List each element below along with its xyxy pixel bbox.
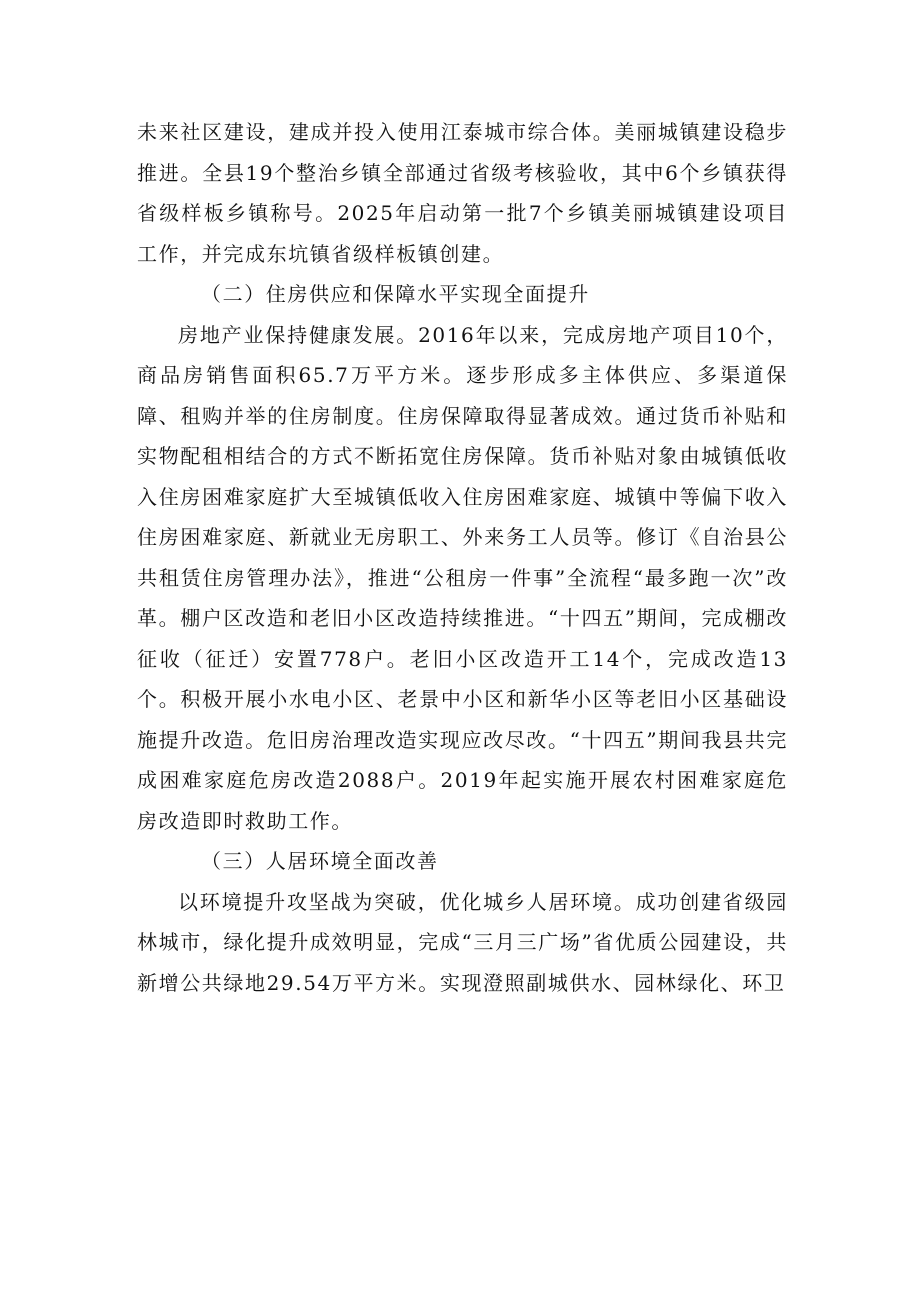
document-body [137, 112, 788, 1003]
section-heading-2: （二）住房供应和保障水平实现全面提升 [201, 282, 590, 306]
paragraph-3: 以环境提升攻坚战为突破，优化城乡人居环境。成功创建省级园林城市，绿化提升成效明显，完成“三月三广场”省优质公园建设，共新增公共绿地29.54万平方米。实现澄照副城供水、园林绿化、环卫 [137, 889, 788, 995]
paragraph-2: 房地产业保持健康发展。2016年以来，完成房地产项目10个，商品房销售面积65.7万平方米。逐步形成多主体供应、多渠道保障、租购并举的住房制度。住房保障取得显著成效。通过货币补贴和实物配租相结合的方式不断拓宽住房保障。货币补贴对象由城镇低收入住房困难家庭扩大至城镇低收入住房困难家庭、城镇中等偏下收入住房困难家庭、新就业无房职工、外来务工人员等。修订《自治县公共租赁住房管理办法》，推进“公租房一件事”全流程“最多跑一次”改革。棚户区改造和老旧小区改造持续推进。“十四五”期间，完成棚改征收（征迁）安置778户。老旧小区改造开工14个，完成改造13个。积极开展小水电小区、老景中小区和新华小区等老旧小区基础设施提升改造。危旧房治理改造实现应改尽改。“十四五”期间我县共完成困难家庭危房改造2088户。2019年起实施开展农村困难家庭危房改造即时救助工作。 [137, 322, 788, 833]
section-heading-3: （三）人居环境全面改善 [201, 849, 439, 873]
paragraph-1: 未来社区建设，建成并投入使用江泰城市综合体。美丽城镇建设稳步推进。全县19个整治乡镇全部通过省级考核验收，其中6个乡镇获得省级样板乡镇称号。2025年启动第一批7个乡镇美丽城镇建设项目工作，并完成东坑镇省级样板镇创建。 [137, 120, 788, 266]
